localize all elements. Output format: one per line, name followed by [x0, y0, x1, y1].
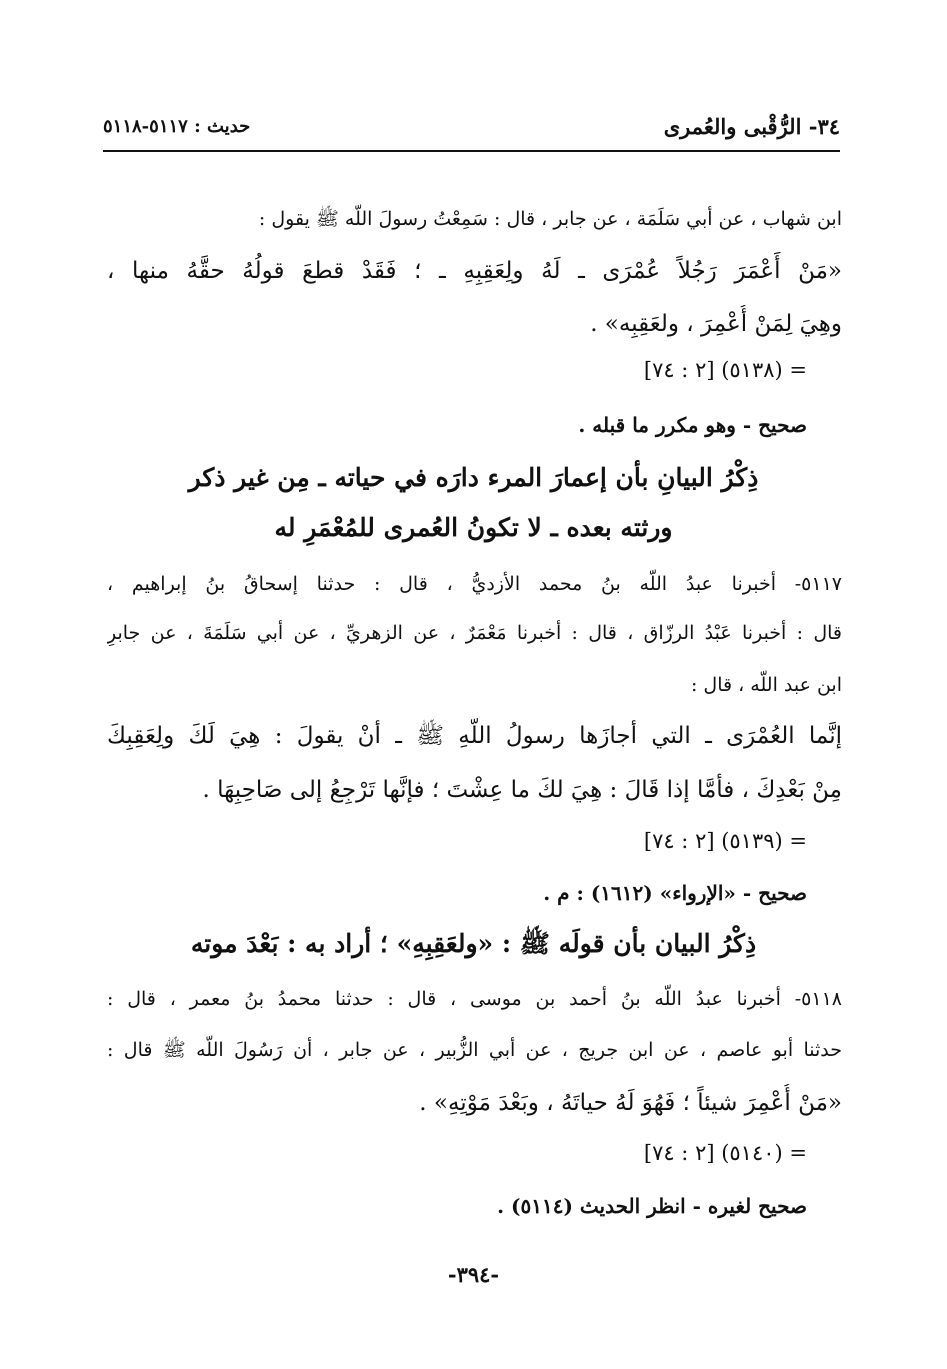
header-rule	[103, 150, 840, 152]
text-line: قال : أخبرنا عَبْدُ الرزّاق ، قال : أخبرنا مَعْمَرٌ ، عن الزهريِّ ، عن أبي سَلَمَةَ ، عن جابرِ	[107, 622, 842, 644]
text-line: وهِيَ لِمَنْ أُعْمِرَ ، ولعَقِبِه» .	[590, 311, 842, 337]
chapter-title: ٣٤- الرُّقْبى والعُمرى	[663, 114, 840, 139]
text-line: ٥١١٨- أخبرنا عبدُ اللّه بنُ أحمد بن موسى ، قال : حدثنا محمدُ بنُ معمر ، قال :	[107, 988, 842, 1010]
section-heading: ذِكْرُ البيانِ بأن إعمارَ المرء دارَه في حياته ـ مِن غير ذكر	[188, 463, 759, 492]
grade-line: صحيح - «الإرواء» (١٦١٢) : م .	[543, 881, 807, 905]
text-line: إنَّما العُمْرَى ـ التي أجازَها رسولُ اللّهِ ﷺ ـ أنْ يقولَ : هِيَ لَكَ ولِعَقِبِكَ	[107, 723, 842, 749]
text-line: ابن شهاب ، عن أبي سَلَمَة ، عن جابر ، قال : سَمِعْتُ رسولَ اللّه ﷺ يقول :	[258, 208, 842, 230]
reference-line: = (٥١٤٠) [٢ : ٧٤]	[643, 1141, 807, 1165]
grade-line: صحيح - وهو مكرر ما قبله .	[578, 413, 807, 437]
section-heading: ورثته بعده ـ لا تكونُ العُمرى للمُعْمَرِ له	[274, 513, 673, 542]
section-heading: ذِكْرُ البيان بأن قولَه ﷺ : «ولعَقِبِهِ» ؛ أراد به : بَعْدَ موته	[190, 929, 757, 958]
grade-line: صحيح لغيره - انظر الحديث (٥١١٤) .	[497, 1194, 807, 1218]
hadith-range: حديث : ٥١١٧-٥١١٨	[103, 116, 251, 137]
reference-line: = (٥١٣٨) [٢ : ٧٤]	[643, 358, 807, 382]
text-line: «مَنْ أُعْمِرَ شيئاً ؛ فَهُوَ لَهُ حياتَهُ ، وبَعْدَ مَوْتِهِ» .	[419, 1090, 842, 1116]
text-line: ٥١١٧- أخبرنا عبدُ اللّه بنُ محمد الأزديُّ ، قال : حدثنا إسحاقُ بنُ إبراهيم ،	[107, 573, 842, 595]
page-number: -٣٩٤-	[447, 1262, 500, 1287]
text-line: مِنْ بَعْدِكَ ، فأمَّا إذا قَالَ : هِيَ لكَ ما عِشْتَ ؛ فإنَّها تَرْجِعُ إلى صَاحِبِهَا .	[202, 777, 842, 803]
text-line: «مَنْ أَعْمَرَ رَجُلاً عُمْرَى ـ لَهُ ولِعَقِبِهِ ـ ؛ فَقَدْ قطعَ قولُهُ حقَّهُ منها ،	[107, 258, 842, 284]
text-line: حدثنا أبو عاصم ، عن ابن جريج ، عن أبي الزُّبير ، عن جابر ، أن رَسُولَ اللّه ﷺ قال :	[107, 1039, 842, 1061]
running-header	[103, 108, 840, 148]
text-line: ابن عبد اللّه ، قال :	[690, 674, 842, 696]
reference-line: = (٥١٣٩) [٢ : ٧٤]	[643, 829, 807, 853]
